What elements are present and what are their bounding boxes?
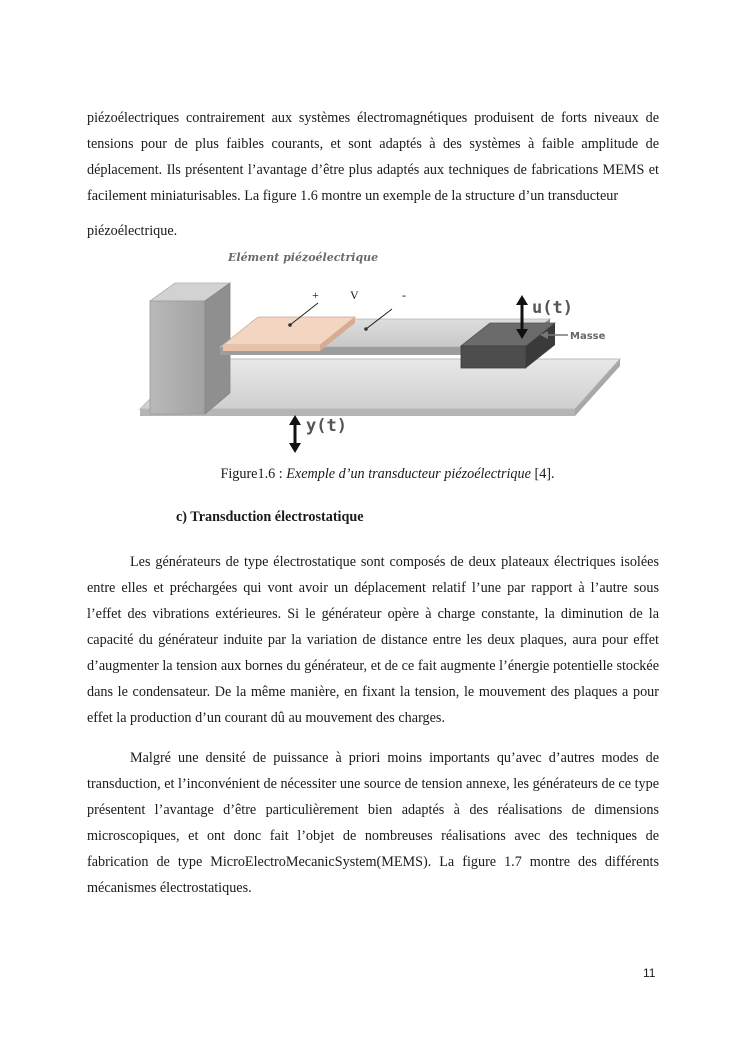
paragraph-piezo-tail: piézoélectrique.: [87, 223, 178, 239]
paragraph-piezo-intro: piézoélectriques contrairement aux systèmes électromagnétiques produisent de forts niveaux de tensions pour de plus faibles courants, et sont adaptés à des systèmes à faible amplitude de déplacement. Ils présentent l’avantage d’être plus adaptés aux techniques de fabrications MEMS et facilement miniaturisables. La figure 1.6 montre un exemple de la structure d’un transducteur: [87, 110, 659, 204]
paragraph-electrostatic-1: Les générateurs de type électrostatique sont composés de deux plateaux électriques isolées entre elles et préchargées qui vont avoir un déplacement relatif l’une par rapport à l’autre sous l’effet des vibrations extérieures. Si le générateur opère à charge constante, la diminution de la capacité du générateur induite par la variation de distance entre les deux plaques, aura pour effet d’augmenter la tension aux bornes du générateur, et de ce fait augmente l’énergie potentielle stockée dans le condensateur. De la même manière, en fixant la tension, le mouvement des plaques a pour effet la production d’un courant dû au mouvement des charges.: [87, 554, 659, 726]
label-u-t: u(t): [532, 298, 573, 318]
piezo-transducer-figure: [130, 243, 630, 458]
paragraph-electrostatic-2: Malgré une densité de puissance à priori moins importants qu’avec d’autres modes de transduction, et l’inconvénient de nécessiter une source de tension annexe, les générateurs de ce type présentent l’avantage d’être particulièrement bien adaptés à des réalisations de dimensions microscopiques, et ont donc fait l’objet de nombreuses réalisations avec des techniques de fabrication de type MicroElectroMecanicSystem(MEMS). La figure 1.7 montre des différents mécanismes électrostatiques.: [87, 750, 660, 896]
double-arrow-icon: [289, 415, 301, 453]
figure-caption: [0, 466, 745, 483]
page-number: 11: [643, 966, 656, 980]
caption-prefix: Figure1.6 :: [220, 466, 287, 482]
label-minus: -: [402, 288, 406, 302]
label-voltage: V: [350, 288, 359, 302]
label-plus: +: [312, 288, 319, 302]
clamp-block: [150, 283, 230, 414]
caption-reference: [4].: [530, 466, 555, 482]
caption-title: Exemple d’un transducteur piézoélectrique: [286, 466, 531, 482]
label-masse: Masse: [570, 331, 606, 342]
label-piezo-element: Elément piézoélectrique: [228, 251, 379, 264]
section-heading: c) Transduction électrostatique: [176, 509, 364, 525]
label-y-t: y(t): [306, 416, 347, 436]
